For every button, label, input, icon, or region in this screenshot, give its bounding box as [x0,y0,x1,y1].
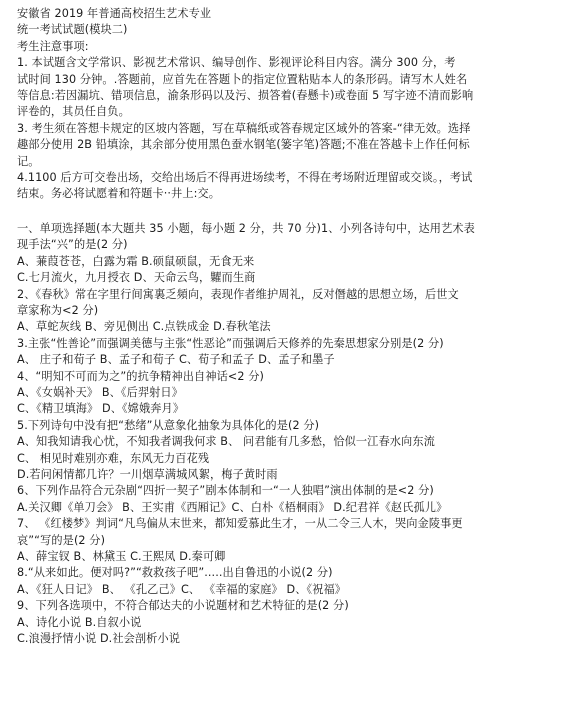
answer-options-line: C、《精卫填海》 D、《嫦娥奔月》 [17,402,185,416]
question-line: 3.主张“性善论”而强调美德与主张“性恶论”而强调后天修养的先秦思想家分别是(2 分) [17,336,444,350]
answer-options-line: A、知我知请我心忧，不知我者调我何求 B、 问君能有几多愁，恰似一江春水向东流 [17,435,435,449]
answer-options-line: A、诗化小说 B.自叙小说 [17,615,142,629]
question-line: 现手法“兴”的是(2 分) [17,238,128,252]
notice-text-line: 评卷的，其员任自负。 [17,105,130,119]
answer-options-line: A、《女娲补天》 B、《后羿射日》 [17,385,184,399]
answer-options-line: D.若问闲情都几许？一川烟草满城风絮，梅子黄时雨 [17,467,278,481]
answer-options-line: A、 庄子和荀子 B、孟子和荀子 C、荀子和孟子 D、孟子和墨子 [17,353,335,367]
notice-text-line: 试时间 130 分钟。.答题前，应首先在答题卜的指定位置粘贴本人的条形码。请写木人姓名 [17,72,468,86]
question-line: 4、“明知不可而为之”的抗争精神出自神话<2 分) [17,369,264,383]
exam-header [17,6,555,203]
notice-text-line: 结束。务必将试愿着和符题卡··井上:交。 [17,187,221,201]
question-line: 6、下列作品符合元杂剧“四折一契子”剧本体制和一“一人独唱”演出体制的是<2 分) [17,484,434,498]
notice-text-line: 4.1100 后方可交卷出场，交给出场后不得再进场续考，不得在考场附近理留或交谈。，考试 [17,171,473,185]
answer-options-line: A、薛宝钗 B、林黛玉 C.王熙凤 D.秦可卿 [17,550,226,563]
section-spacer [17,203,555,221]
notice-text-line: 等信息:若因漏坑、错项信息，渝条形码以及污、损答着(春懸卡)或卷面 5 写字迹不清而影响 [17,89,474,103]
answer-options-line: C.浪漫抒情小说 D.社会剖析小说 [17,632,181,646]
notice-text-line: 1. 本试题含文学常识、影视艺术常识、编导创作、影视评论科目内容。满分 300 分，考 [17,56,456,70]
exam-title-line-2: 统一考试试题(模块二) [17,23,128,37]
notice-text-line: 趣部分使用 2B 铅填涂，其余部分使用黑色蚕水钢笔(篓字笔)答题;不准在答越卡上作任何标 [17,138,470,152]
answer-options-line: C.七月流火，九月授衣 D、天命云鸟，糶而生商 [17,271,256,285]
answer-options-line: A、蒹葭苍苍，白露为霜 B.硕鼠硕鼠，无食无来 [17,254,255,268]
notice-text-line: 3. 考生须在答想卡规定的区坡内答题，写在草稿纸或答春规定区域外的答案-“律无效。选择 [17,121,471,135]
question-line: 8.“从来如此。便对吗?”“救救孩子吧”.....出自鲁迅的小说(2 分) [17,566,333,580]
notice-heading: 考生注意事项: [17,39,89,53]
question-line: 2、《春秋》常在字里行间寓裏乏頻向，表现作者维护周礼，反对僭越的思想立场，后世文 [17,287,459,301]
answer-options-line: C、 相见时难别亦难，东风无力百花残 [17,451,210,465]
question-line: 哀”“写的是(2 分) [17,533,106,547]
question-line: 一、单项选择题(本大题共 35 小题，每小题 2 分，共 70 分)1、小列各诗句中，达用艺术表 [17,221,475,235]
question-line: 章家称为<2 分) [17,303,99,317]
answer-options-line: A、草蛇灰线 B、旁见侧出 C.点铁成金 D.春秋笔法 [17,320,271,334]
notice-text-line: 记。 [17,154,40,168]
answer-options-line: A.关汉卿《单刀会》 B、王实甫《西厢记》C、白朴《梧桐雨》 D.纪君祥《赵氏孤儿》 [17,500,448,514]
exam-title-line-1: 安徽省 2019 年普通高校招生艺术专业 [17,7,212,20]
answer-options-line: A、《狂人日记》 B、 《孔乙己》C、 《幸福的家庭》 D、《祝福》 [17,582,347,596]
question-line: 9、下列各选项中，不符合郁达夫的小说题材和艺术特征的是(2 分) [17,599,349,613]
question-line: 7、 《红楼梦》判词“凡鸟偏从末世来，都知爱慕此生才，一从二令三人木，哭向金陵事更 [17,517,463,531]
question-section [17,221,555,648]
question-line: 5.下列诗句中没有把“愁绪”从意象化抽象为具体化的是(2 分) [17,418,320,432]
